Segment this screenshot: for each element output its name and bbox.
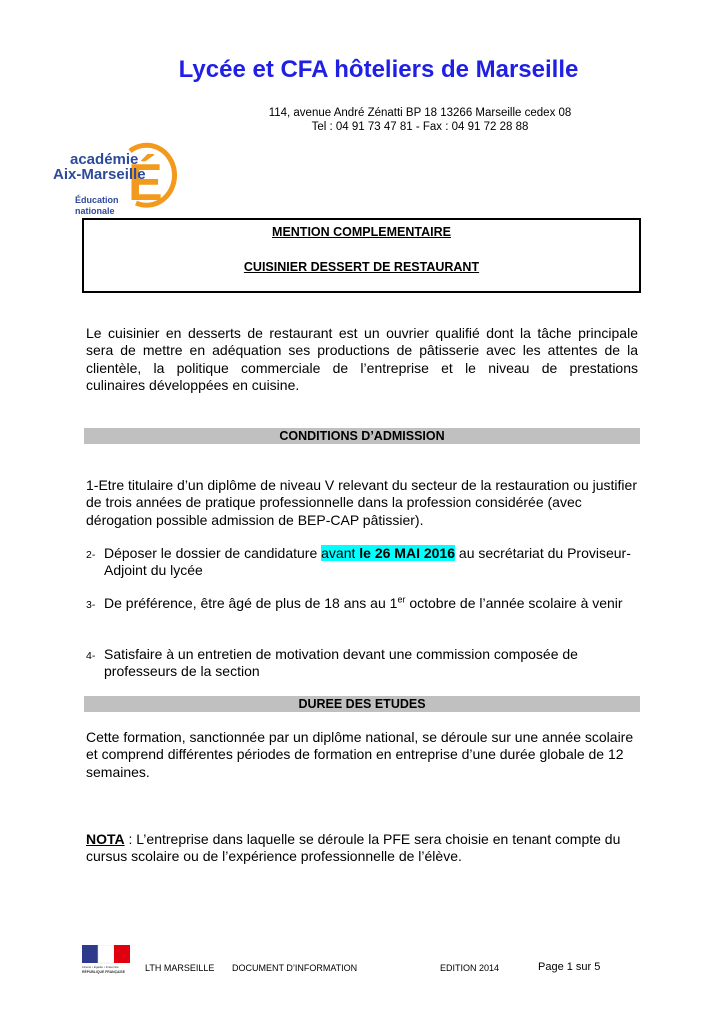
footer-school: LTH MARSEILLE	[145, 963, 215, 973]
nota-paragraph: NOTA : L’entreprise dans laquelle se déroule la PFE sera choisie en tenant compte du cursus scolaire ou de l’expérience professionnelle de l’élève.	[86, 831, 621, 865]
item-text: De préférence, être âgé de plus de 18 ans au 1er octobre de l’année scolaire à venir	[104, 594, 623, 611]
page-number: Page 1 sur 5	[538, 961, 601, 973]
school-title: Lycée et CFA hôteliers de Marseille	[178, 56, 579, 83]
academie-logo	[50, 121, 185, 219]
republique-francaise-logo	[82, 945, 132, 975]
logo-letter: É	[128, 154, 163, 212]
mention-subtitle: CUISINIER DESSERT DE RESTAURANT	[243, 260, 480, 274]
mention-box	[82, 218, 641, 293]
item-number: 4-	[86, 650, 96, 662]
item-text: Déposer le dossier de candidature avant le 26 MAI 2016 au secrétariat du Proviseur-Adjoint du lycée	[104, 545, 631, 579]
deadline-date: le 26 MAI 2016	[359, 545, 456, 561]
logo-line-nationale: nationale	[75, 206, 115, 216]
intro-line: clientèle, la politique commerciale de l’entreprise et le niveau de prestations	[86, 359, 638, 376]
intro-paragraph	[86, 325, 638, 394]
intro-line: sera de mettre en adéquation ses productions de pâtisserie avec les attentes de la	[86, 342, 638, 359]
highlight-avant: avant	[321, 545, 356, 561]
logo-line-aix-marseille: Aix-Marseille	[53, 166, 146, 183]
flag-caption-2: RÉPUBLIQUE FRANÇAISE	[82, 970, 125, 974]
phone-fax-line: Tel : 04 91 73 47 81 - Fax : 04 91 72 28 88	[311, 121, 529, 133]
item-number: 3-	[86, 599, 96, 611]
logo-line-education: Éducation	[75, 195, 119, 205]
item-text: Satisfaire à un entretien de motivation devant une commission composée de professeurs de la section	[104, 646, 578, 680]
address-line: 114, avenue André Zénatti BP 18 13266 Marseille cedex 08	[268, 107, 572, 119]
intro-line: Le cuisinier en desserts de restaurant est un ouvrier qualifié dont la tâche principale	[86, 325, 638, 341]
conditions-heading: CONDITIONS D’ADMISSION	[84, 428, 640, 444]
footer-edition: EDITION 2014	[440, 963, 500, 973]
footer-document: DOCUMENT D’INFORMATION	[232, 963, 358, 973]
mention-title: MENTION COMPLEMENTAIRE	[272, 225, 451, 239]
item-number: 2-	[86, 549, 96, 561]
condition-item-1: 1-Etre titulaire d’un diplôme de niveau V relevant du secteur de la restauration ou justifier de trois années de pratique professionnelle dans la profession considérée (avec dérogation possible admission de BEP-CAP pâtissier).	[86, 477, 637, 528]
nota-label: NOTA	[86, 831, 125, 847]
intro-line: culinaires développées en cuisine.	[86, 376, 300, 393]
duree-paragraph: Cette formation, sanctionnée par un diplôme national, se déroule sur une année scolaire et comprend différentes périodes de formation en entreprise d’une durée globale de 12 semaines.	[86, 729, 634, 780]
duree-heading: DUREE DES ETUDES	[84, 696, 640, 712]
logo-line-academie: académie	[70, 151, 139, 168]
flag-caption: Liberté • Égalité • Fraternité	[82, 965, 119, 969]
